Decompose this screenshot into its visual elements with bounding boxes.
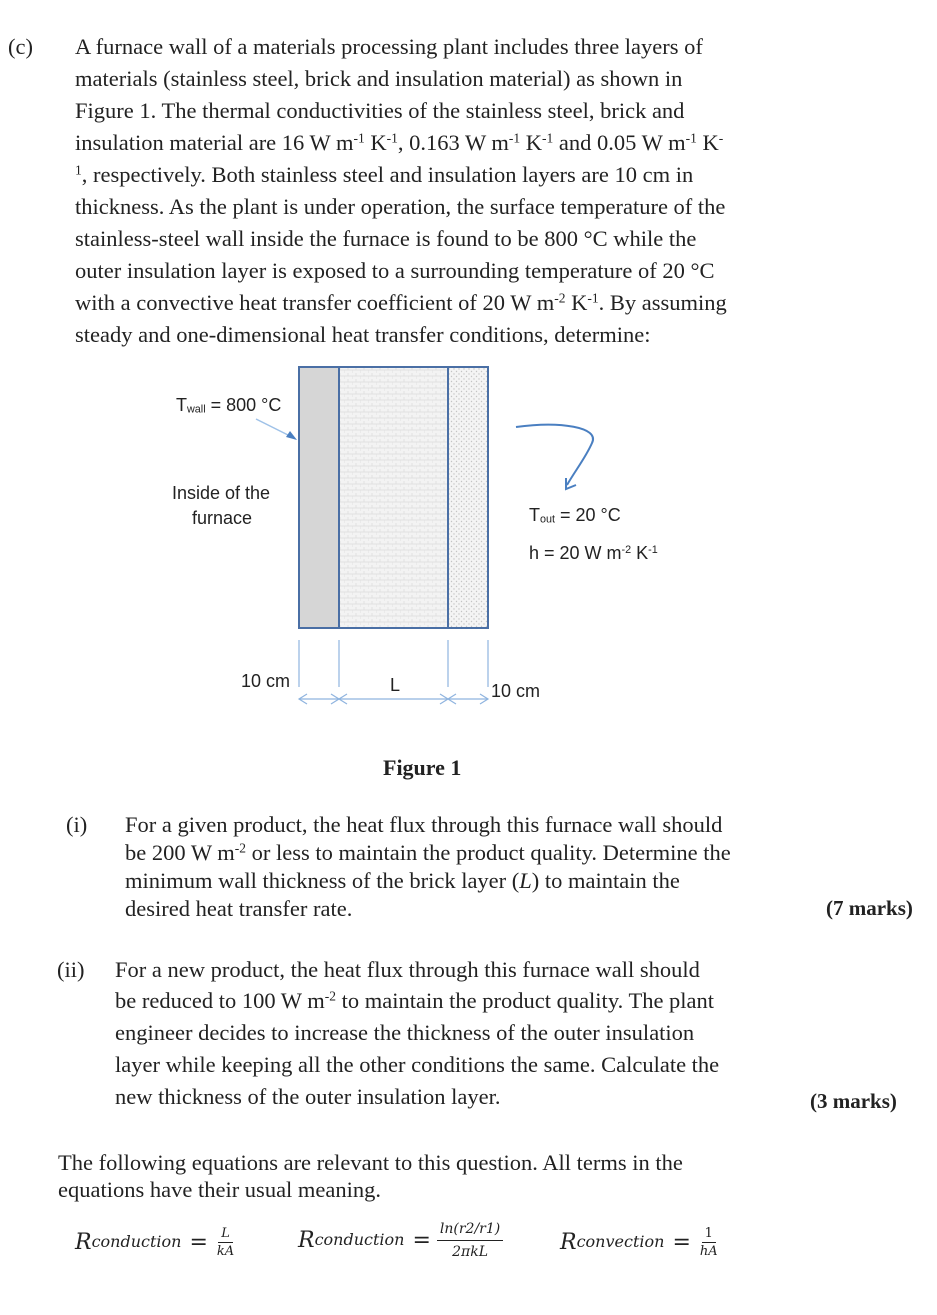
part-i-line: For a given product, the heat flux through this furnace wall should (125, 812, 723, 837)
convection-arrow (516, 425, 593, 485)
insulation-layer (448, 367, 488, 628)
part-ii-line: layer while keeping all the other conditions the same. Calculate the (115, 1052, 720, 1077)
fraction-l-over-ka: $\frac{L}{kA}$ (216, 1225, 235, 1259)
intro-line: outer insulation layer is exposed to a surrounding temperature of 20 °C (75, 258, 715, 283)
dimension-brick-label: L (390, 675, 401, 695)
part-i-line: desired heat transfer rate. (125, 896, 353, 921)
part-i-line: be 200 W $m^{-2}$ or less to maintain the product quality. Determine the (125, 840, 731, 865)
dimension-steel-label: 10 cm (241, 671, 291, 691)
fraction-1-over-ha: $\frac{1}{hA}$ (699, 1225, 718, 1259)
furnace-wall-diagram (0, 355, 937, 725)
question-label: (c) (8, 34, 33, 59)
t-wall-arrow-head (286, 431, 297, 440)
intro-line: Figure 1. The thermal conductivities of the stainless steel, brick and (75, 98, 685, 123)
part-ii-line: engineer decides to increase the thickness of the outer insulation (115, 1020, 695, 1045)
dimension-insulation-label: 10 cm (491, 681, 541, 701)
stainless-steel-layer (299, 367, 339, 628)
intro-line: materials (stainless steel, brick and insulation material) as shown in (75, 66, 683, 91)
part-ii-marks: (3 marks) (810, 1089, 897, 1113)
intro-line-convection: with a convective heat transfer coefficient of 20 W $m^{-2}$ $K^{-1}$. By assuming (75, 290, 727, 315)
inside-furnace-label-line1: Inside of the (172, 483, 271, 503)
part-i-line: minimum wall thickness of the brick layer (L) to maintain the (125, 868, 680, 893)
t-wall-label: $T_{wall} = 800$ °C (176, 395, 282, 416)
equation-conduction-plane: R conduction = $\frac{L}{kA}$ (75, 1212, 237, 1272)
part-i-label: (i) (66, 812, 88, 837)
part-ii-line: be reduced to 100 W $m^{-2}$ to maintain the product quality. The plant (115, 988, 715, 1013)
intro-line-conductivities: insulation material are 16 W $m^{-1}$ $K^{-1}$, 0.163 W $m^{-1}$ $K^{-1}$ and 0.05 W $m^{-1}$ K- (75, 130, 724, 155)
inside-furnace-label-line2: furnace (192, 508, 253, 528)
part-ii-line: For a new product, the heat flux through this furnace wall should (115, 957, 700, 982)
fraction-ln-over-2pikl: $\frac{\ln(r2/r1)}{\text{2πkL}}$ (437, 1221, 503, 1260)
intro-line: A furnace wall of a materials processing plant includes three layers of (75, 34, 703, 59)
h-coefficient-label: h = 20 W $m^{-2}$ $K^{-1}$ (529, 543, 658, 563)
intro-line: $^1$, respectively. Both stainless steel and insulation layers are 10 cm in (75, 162, 694, 187)
part-ii-line: new thickness of the outer insulation layer. (115, 1084, 501, 1109)
figure-caption: Figure 1 (383, 755, 462, 780)
intro-line: thickness. As the plant is under operation, the surface temperature of the (75, 194, 726, 219)
equation-convection: R convection = $\frac{1}{hA}$ (560, 1212, 721, 1272)
t-out-label: $T_{out} = 20$ °C (529, 505, 621, 526)
equation-conduction-cylindrical: R conduction = $\frac{\ln(r2/r1)}{\text{2πkL}}$ (298, 1208, 503, 1272)
intro-line: stainless-steel wall inside the furnace is found to be 800 °C while the (75, 226, 697, 251)
equations-intro-line: equations have their usual meaning. (58, 1177, 382, 1202)
intro-line: steady and one-dimensional heat transfer conditions, determine: (75, 322, 651, 347)
brick-layer (339, 367, 448, 628)
part-i-marks: (7 marks) (826, 896, 913, 920)
part-ii-label: (ii) (57, 957, 85, 982)
t-wall-arrow-line (256, 419, 292, 437)
equations-intro-line: The following equations are relevant to this question. All terms in the (58, 1150, 683, 1175)
